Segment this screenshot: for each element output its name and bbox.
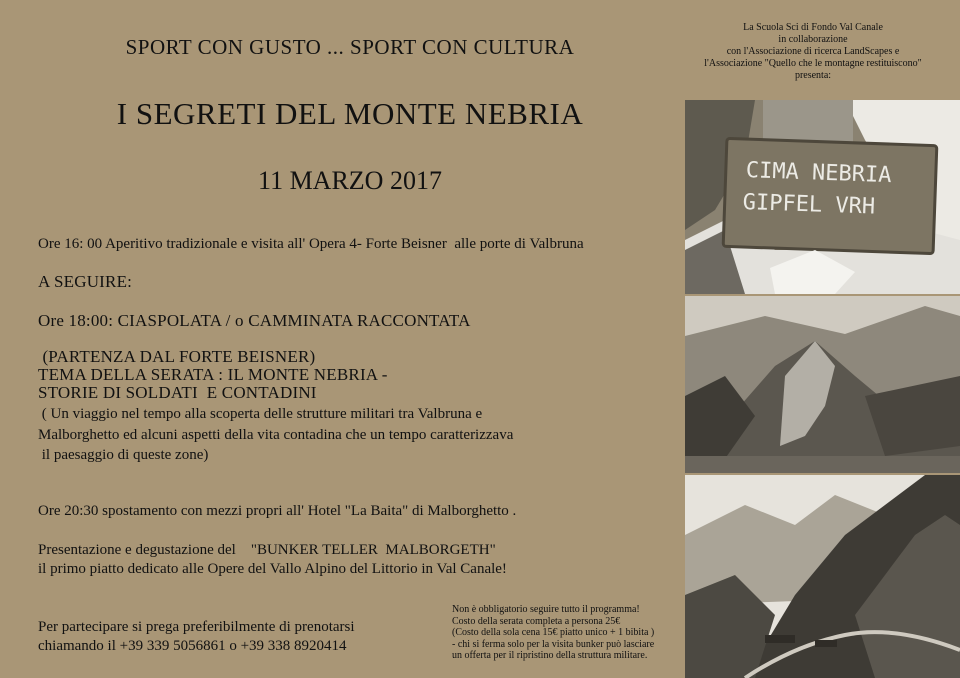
program-description-line3: il paesaggio di queste zone) [38, 447, 209, 463]
credits-line: presenta: [794, 70, 832, 81]
program-aperitivo: Ore 16: 00 Aperitivo tradizionale e visita all' Opera 4- Forte Beisner alle porte di Valbruna [38, 236, 584, 252]
credits-line: in collaborazione [778, 34, 848, 45]
booking-line2: chiamando il +39 339 5056861 o +39 338 8920414 [38, 638, 347, 654]
program-presentation-line1: Presentazione e degustazione del "BUNKER TELLER MALBORGETH" [38, 542, 496, 558]
program-partenza: (PARTENZA DAL FORTE BEISNER) [38, 347, 316, 366]
event-tagline: SPORT CON GUSTO ... SPORT CON CULTURA [125, 35, 575, 59]
event-title: I SEGRETI DEL MONTE NEBRIA [116, 96, 584, 131]
sign-line1: CIMA NEBRIA [745, 158, 892, 189]
historic-mountain-photo [685, 296, 960, 473]
summit-sign-photo [685, 100, 960, 294]
credits-line: La Scuola Sci di Fondo Val Canale [743, 22, 883, 33]
credits [676, 22, 950, 82]
notes-line: un offerta per il ripristino della struttura militare. [452, 650, 648, 661]
program-tema-line2: STORIE DI SOLDATI E CONTADINI [38, 383, 317, 402]
program-description-line2: Malborghetto ed alcuni aspetti della vita contadina che un tempo caratterizzava [38, 427, 514, 443]
historic-valley-photo [685, 475, 960, 678]
notes-line: Non è obbligatorio seguire tutto il programma! [452, 604, 640, 615]
program-transfer: Ore 20:30 spostamento con mezzi propri all' Hotel "La Baita" di Malborghetto . [38, 503, 517, 519]
credits-line: l'Associazione "Quello che le montagne restituiscono" [704, 58, 922, 69]
event-date: 11 MARZO 2017 [258, 166, 442, 195]
notes-line: - chi si ferma solo per la visita bunker può lasciare [452, 638, 655, 650]
program-ciaspolata: Ore 18:00: CIASPOLATA / o CAMMINATA RACCONTATA [38, 311, 471, 330]
program-presentation-line2: il primo piatto dedicato alle Opere del Vallo Alpino del Littorio in Val Canale! [38, 561, 507, 577]
notes [452, 604, 684, 662]
program-description-line1: ( Un viaggio nel tempo alla scoperta delle strutture militari tra Valbruna e [38, 406, 483, 422]
program-a-seguire: A SEGUIRE: [38, 272, 133, 291]
notes-line: Costo della serata completa a persona 25€ [452, 615, 621, 627]
sign-line2: GIPFEL VRH [742, 189, 876, 220]
credits-line: con l'Associazione di ricerca LandScapes e [726, 46, 900, 57]
notes-line: (Costo della sola cena 15€ piatto unico + 1 bibita ) [452, 627, 655, 638]
booking-line1: Per partecipare si prega preferibilmente di prenotarsi [38, 619, 355, 635]
program-tema-line1: TEMA DELLA SERATA : IL MONTE NEBRIA - [38, 365, 388, 384]
